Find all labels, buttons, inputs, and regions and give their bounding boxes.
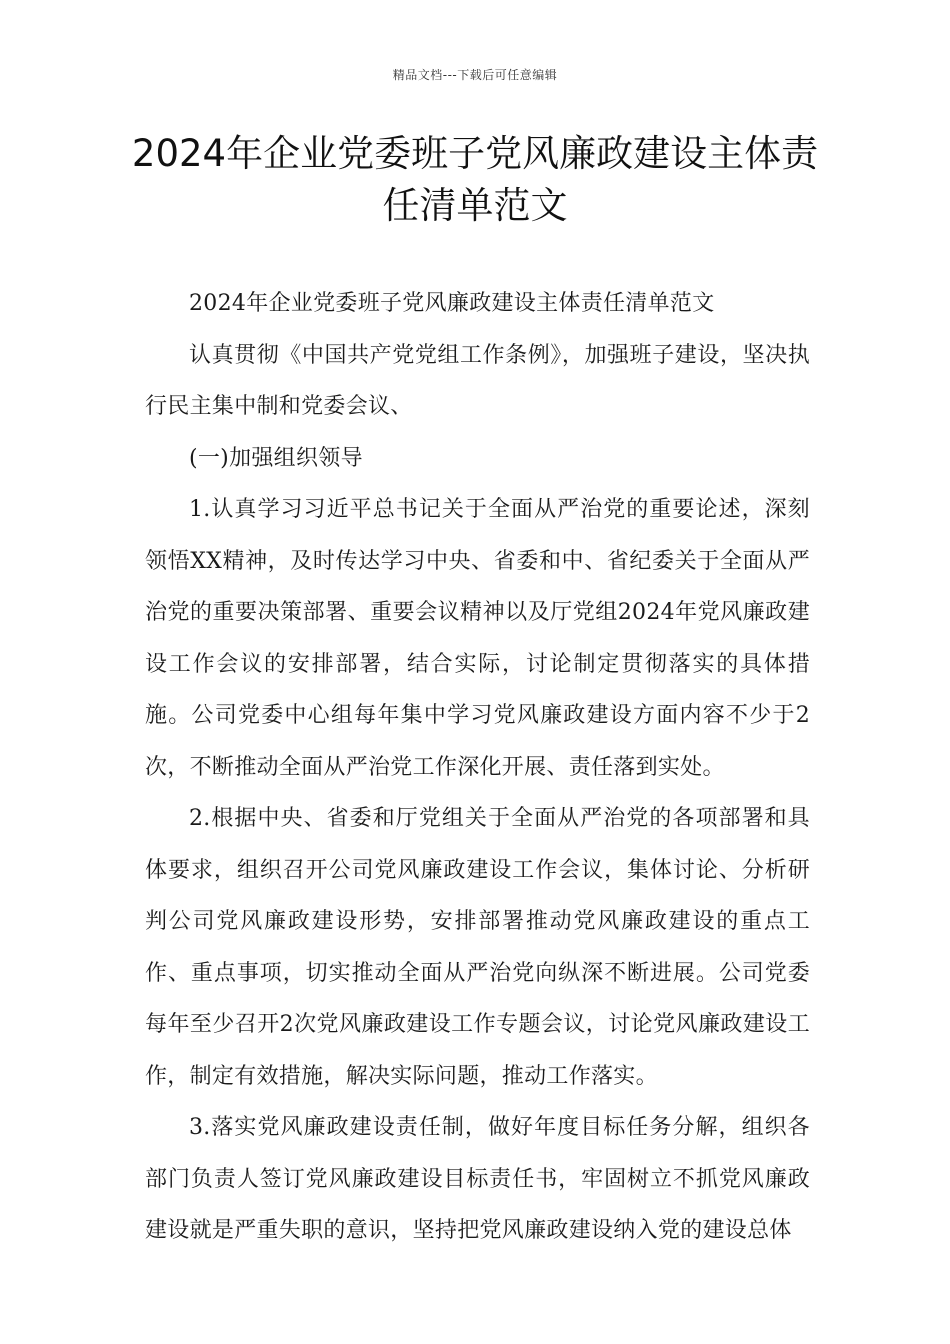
paragraph-intro: 认真贯彻《中国共产党党组工作条例》，加强班子建设，坚决执行民主集中制和党委会议、 (145, 342, 810, 419)
document-title: 2024年企业党委班子党风廉政建设主体责任清单范文 (131, 132, 819, 227)
paragraph-item-3: 3.落实党风廉政建设责任制，做好年度目标任务分解，组织各部门负责人签订党风廉政建设目标责任书，牢固树立不抓党风廉政建设就是严重失职的意识，坚持把党风廉政建设纳入党的建设总体 (145, 1115, 810, 1243)
paragraph-repeat-title: 2024年企业党委班子党风廉政建设主体责任清单范文 (189, 291, 715, 316)
header-note: 精品文档---下载后可任意编辑 (392, 68, 558, 82)
document-body (145, 278, 810, 1257)
section-heading: (一)加强组织领导 (189, 445, 363, 471)
paragraph-item-1: 1.认真学习习近平总书记关于全面从严治党的重要论述，深刻领悟XX精神，及时传达学习中央、省委和中、省纪委关于全面从严治党的重要决策部署、重要会议精神以及厅党组2024年党风廉政建设工作会议的安排部署，结合实际，讨论制定贯彻落实的具体措施。公司党委中心组每年集中学习党风廉政建设方面内容不少于2次，不断推动全面从严治党工作深化开展、责任落到实处。 (145, 497, 810, 780)
paragraph-item-2: 2.根据中央、省委和厅党组关于全面从严治党的各项部署和具体要求，组织召开公司党风廉政建设工作会议，集体讨论、分析研判公司党风廉政建设形势，安排部署推动党风廉政建设的重点工作、重点事项，切实推动全面从严治党向纵深不断进展。公司党委每年至少召开2次党风廉政建设工作专题会议，讨论党风廉政建设工作，制定有效措施，解决实际问题，推动工作落实。 (145, 806, 810, 1089)
